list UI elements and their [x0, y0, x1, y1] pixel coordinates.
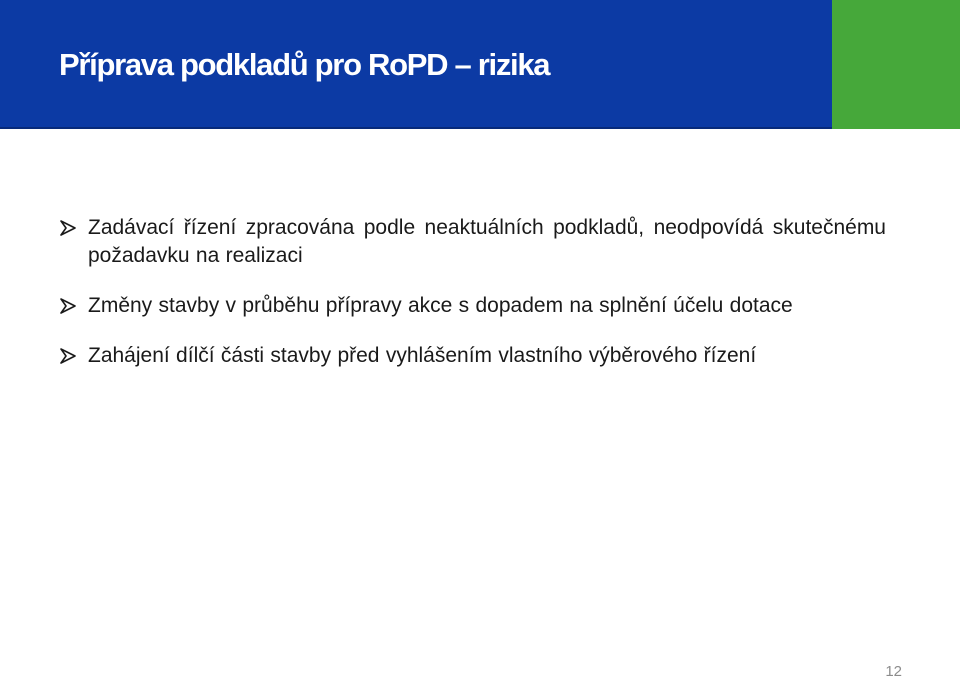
accent-block — [832, 0, 960, 129]
bullet-item — [60, 292, 886, 320]
bullet-text: Zadávací řízení zpracována podle neaktuálních podkladů, neodpovídá skutečnému požadavku na realizaci — [88, 216, 886, 267]
slide-title: Příprava podkladů pro RoPD – rizika — [59, 47, 550, 82]
arrowhead-bullet-icon — [60, 348, 76, 364]
bullet-item — [60, 214, 886, 270]
bullet-list — [60, 214, 886, 392]
bullet-item — [60, 342, 886, 370]
page-number: 12 — [885, 663, 902, 680]
title-bar-rule — [0, 127, 832, 129]
arrowhead-bullet-icon — [60, 220, 76, 236]
bullet-text: Změny stavby v průběhu přípravy akce s dopadem na splnění účelu dotace — [88, 294, 793, 317]
arrowhead-bullet-icon — [60, 298, 76, 314]
bullet-text: Zahájení dílčí části stavby před vyhlášením vlastního výběrového řízení — [88, 344, 757, 367]
